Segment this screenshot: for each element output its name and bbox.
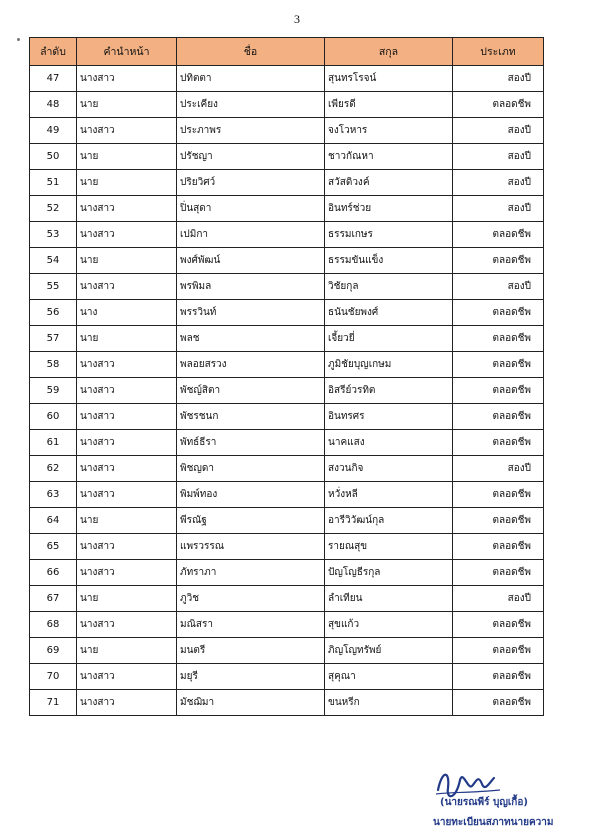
table-row [30,690,544,716]
cell-first-name: พรรวินท์ [177,300,325,326]
cell-number: 63 [30,482,77,508]
cell-number: 61 [30,430,77,456]
cell-number: 60 [30,404,77,430]
cell-last-name: ธรรมขันแข็ง [325,248,453,274]
cell-type: สองปี [453,144,544,170]
cell-first-name: มัชฌิมา [177,690,325,716]
cell-number: 52 [30,196,77,222]
table-row [30,248,544,274]
cell-number: 69 [30,638,77,664]
table-row [30,300,544,326]
cell-prefix: นาย [77,586,177,612]
header-first-name: ชื่อ [177,38,325,66]
table-row [30,92,544,118]
cell-prefix: นางสาว [77,378,177,404]
cell-type: ตลอดชีพ [453,690,544,716]
cell-last-name: อารีวิวัฒน์กุล [325,508,453,534]
cell-number: 49 [30,118,77,144]
table-row [30,456,544,482]
cell-type: สองปี [453,170,544,196]
cell-number: 68 [30,612,77,638]
cell-prefix: นางสาว [77,430,177,456]
cell-last-name: ชาวกัณหา [325,144,453,170]
cell-type: ตลอดชีพ [453,248,544,274]
cell-prefix: นางสาว [77,482,177,508]
cell-prefix: นางสาว [77,66,177,92]
scan-speck [17,38,20,41]
cell-first-name: มยุรี [177,664,325,690]
table-row [30,612,544,638]
cell-last-name: อิสรีย์วรทิต [325,378,453,404]
cell-type: ตลอดชีพ [453,560,544,586]
table-row [30,508,544,534]
table-row [30,196,544,222]
cell-first-name: พิชญดา [177,456,325,482]
cell-prefix: นางสาว [77,456,177,482]
cell-number: 50 [30,144,77,170]
table-row [30,534,544,560]
cell-first-name: พรพิมล [177,274,325,300]
cell-prefix: นาย [77,508,177,534]
cell-type: ตลอดชีพ [453,508,544,534]
signer-title: นายทะเบียนสภาทนายความ [433,817,554,828]
cell-type: สองปี [453,196,544,222]
cell-last-name: ภูมิชัยบุญเกษม [325,352,453,378]
table-row [30,352,544,378]
cell-first-name: ประภาพร [177,118,325,144]
cell-number: 47 [30,66,77,92]
cell-number: 53 [30,222,77,248]
cell-last-name: จงโวหาร [325,118,453,144]
cell-prefix: นางสาว [77,404,177,430]
member-table [29,37,544,716]
cell-type: สองปี [453,274,544,300]
table-row [30,482,544,508]
cell-first-name: ปรัชญา [177,144,325,170]
cell-type: สองปี [453,66,544,92]
cell-first-name: มนตรี [177,638,325,664]
cell-prefix: นางสาว [77,196,177,222]
cell-type: ตลอดชีพ [453,482,544,508]
cell-prefix: นางสาว [77,222,177,248]
cell-number: 51 [30,170,77,196]
cell-prefix: นางสาว [77,534,177,560]
cell-last-name: หวั่งหลี [325,482,453,508]
cell-type: ตลอดชีพ [453,404,544,430]
cell-last-name: นาคแสง [325,430,453,456]
cell-last-name: รายณสุข [325,534,453,560]
cell-prefix: นางสาว [77,612,177,638]
cell-type: ตลอดชีพ [453,352,544,378]
cell-number: 59 [30,378,77,404]
cell-first-name: มณิสรา [177,612,325,638]
table-row [30,222,544,248]
cell-prefix: นางสาว [77,352,177,378]
cell-number: 48 [30,92,77,118]
table-row [30,638,544,664]
cell-first-name: พงศ์พัฒน์ [177,248,325,274]
table-row [30,66,544,92]
cell-prefix: นางสาว [77,118,177,144]
cell-last-name: เจี้ยวยี่ [325,326,453,352]
cell-first-name: พัชญ์สิตา [177,378,325,404]
cell-number: 70 [30,664,77,690]
cell-first-name: ประเคียง [177,92,325,118]
cell-first-name: พลอยสรวง [177,352,325,378]
cell-number: 65 [30,534,77,560]
table-row [30,560,544,586]
cell-first-name: พัทธ์ธีรา [177,430,325,456]
cell-number: 71 [30,690,77,716]
cell-prefix: นางสาว [77,664,177,690]
signer-name: (นายรณพีร์ บุญเกื้อ) [440,797,528,808]
table-row [30,586,544,612]
header-number: ลำดับ [30,38,77,66]
cell-number: 62 [30,456,77,482]
table-row [30,430,544,456]
cell-last-name: สวัสดิวงค์ [325,170,453,196]
cell-last-name: ลำเทียน [325,586,453,612]
header-last-name: สกุล [325,38,453,66]
cell-type: ตลอดชีพ [453,534,544,560]
cell-last-name: ธนันชัยพงศ์ [325,300,453,326]
cell-last-name: เพียรดี [325,92,453,118]
cell-last-name: อินทรศร [325,404,453,430]
cell-prefix: นาย [77,326,177,352]
cell-last-name: วิชัยกุล [325,274,453,300]
cell-type: ตลอดชีพ [453,326,544,352]
cell-first-name: แพรวรรณ [177,534,325,560]
cell-type: ตลอดชีพ [453,638,544,664]
cell-number: 66 [30,560,77,586]
cell-type: ตลอดชีพ [453,300,544,326]
cell-first-name: พิมพ์ทอง [177,482,325,508]
cell-prefix: นางสาว [77,560,177,586]
cell-number: 55 [30,274,77,300]
cell-last-name: อินทร์ช่วย [325,196,453,222]
header-prefix: คำนำหน้า [77,38,177,66]
table-row [30,170,544,196]
table-row [30,404,544,430]
cell-type: ตลอดชีพ [453,222,544,248]
cell-first-name: พัชรชนก [177,404,325,430]
cell-prefix: นาย [77,638,177,664]
cell-number: 57 [30,326,77,352]
table-header-row [30,38,544,66]
cell-first-name: ภูวิช [177,586,325,612]
cell-type: ตลอดชีพ [453,612,544,638]
cell-last-name: สุคุณา [325,664,453,690]
cell-prefix: นาย [77,92,177,118]
cell-last-name: สงวนกิจ [325,456,453,482]
cell-first-name: ปทิตตา [177,66,325,92]
cell-number: 67 [30,586,77,612]
cell-first-name: พีรณัฐ [177,508,325,534]
table-row [30,144,544,170]
cell-last-name: ปัญโญธีรกุล [325,560,453,586]
table-row [30,378,544,404]
cell-first-name: ปิ่นสุดา [177,196,325,222]
cell-last-name: ขนหรีก [325,690,453,716]
cell-prefix: นาย [77,170,177,196]
cell-type: สองปี [453,118,544,144]
page-number: 3 [294,12,300,26]
cell-prefix: นางสาว [77,274,177,300]
cell-last-name: สุขแก้ว [325,612,453,638]
cell-number: 54 [30,248,77,274]
cell-first-name: เปมิกา [177,222,325,248]
cell-prefix: นาย [77,248,177,274]
cell-first-name: พลช [177,326,325,352]
cell-prefix: นางสาว [77,690,177,716]
cell-first-name: ภัทราภา [177,560,325,586]
table-row [30,664,544,690]
header-type: ประเภท [453,38,544,66]
cell-type: ตลอดชีพ [453,430,544,456]
table-row [30,274,544,300]
table-row [30,326,544,352]
cell-type: ตลอดชีพ [453,378,544,404]
cell-number: 58 [30,352,77,378]
cell-prefix: นาง [77,300,177,326]
cell-type: สองปี [453,586,544,612]
cell-first-name: ปริยวิศว์ [177,170,325,196]
cell-prefix: นาย [77,144,177,170]
cell-last-name: ภิญโญทรัพย์ [325,638,453,664]
cell-last-name: สุนทรโรจน์ [325,66,453,92]
cell-type: ตลอดชีพ [453,664,544,690]
cell-type: สองปี [453,456,544,482]
cell-number: 64 [30,508,77,534]
cell-number: 56 [30,300,77,326]
cell-last-name: ธรรมเกษร [325,222,453,248]
table-row [30,118,544,144]
cell-type: ตลอดชีพ [453,92,544,118]
